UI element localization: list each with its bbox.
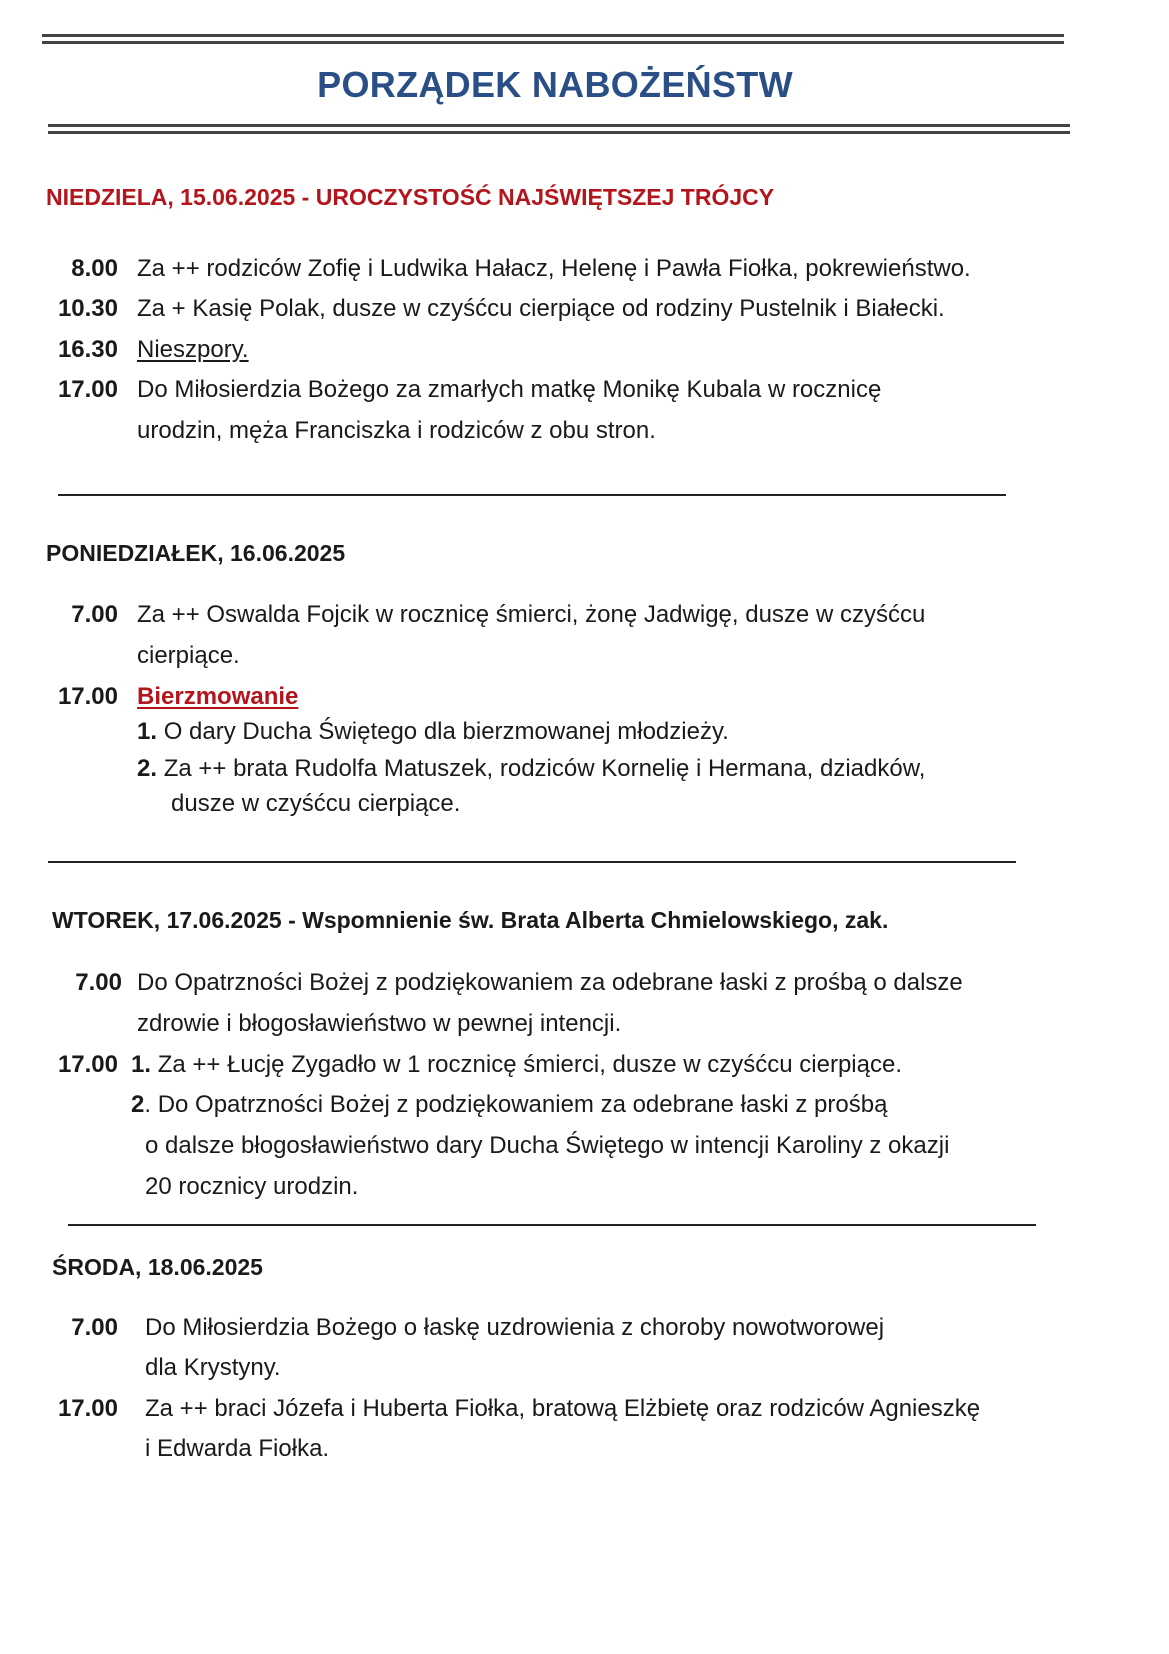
mass-intention: Do Miłosierdzia Bożego za zmarłych matkę Monikę Kubala w rocznicę xyxy=(137,376,882,403)
item-number: 1. xyxy=(131,1051,152,1078)
numbered-intention xyxy=(131,1051,902,1079)
intention-continued: 20 rocznicy urodzin. xyxy=(145,1173,359,1200)
numbered-intention xyxy=(137,718,729,746)
mass-time: 17.00 xyxy=(57,376,118,403)
mass-intention-continued: urodzin, męża Franciszka i rodziców z obu stron. xyxy=(137,417,656,444)
service-time: 16.30 xyxy=(57,336,118,363)
mass-time: 7.00 xyxy=(71,1314,118,1341)
item-number: 1. xyxy=(137,718,158,745)
section-divider xyxy=(58,494,1006,496)
intention-text: Za ++ Łucję Zygadło w 1 rocznicę śmierci, dusze w czyśćcu cierpiące. xyxy=(157,1051,902,1078)
mass-time: 17.00 xyxy=(57,1395,118,1422)
mass-intention: Za + Kasię Polak, dusze w czyśćcu cierpiące od rodziny Pustelnik i Białecki. xyxy=(137,295,945,322)
day-heading-sunday: NIEDZIELA, 15.06.2025 - UROCZYSTOŚĆ NAJŚWIĘTSZEJ TRÓJCY xyxy=(46,184,775,210)
intention-continued: o dalsze błogosławieństwo dary Ducha Świętego w intencji Karoliny z okazji xyxy=(145,1132,950,1159)
vespers-label: Nieszpory. xyxy=(137,336,249,363)
mass-time: 17.00 xyxy=(57,683,118,710)
mass-intention-continued: i Edwarda Fiołka. xyxy=(145,1435,330,1462)
mass-intention: Za ++ rodziców Zofię i Ludwika Hałacz, Helenę i Pawła Fiołka, pokrewieństwo. xyxy=(137,255,971,282)
intention-text: Za ++ brata Rudolfa Matuszek, rodziców Kornelię i Hermana, dziadków, xyxy=(163,755,926,782)
mass-time: 7.00 xyxy=(71,601,118,628)
mass-time: 7.00 xyxy=(75,969,122,996)
mass-time: 10.30 xyxy=(57,295,118,322)
numbered-intention xyxy=(137,755,925,783)
confirmation-label: Bierzmowanie xyxy=(137,683,299,710)
mass-intention-continued: cierpiące. xyxy=(137,642,240,669)
intention-text: . Do Opatrzności Bożej z podziękowaniem za odebrane łaski z prośbą xyxy=(144,1091,888,1118)
mass-intention-continued: dla Krystyny. xyxy=(145,1354,281,1381)
top-double-rule xyxy=(42,34,1064,37)
section-divider xyxy=(68,1224,1036,1226)
item-number: 2. xyxy=(137,755,158,782)
mass-time: 8.00 xyxy=(71,255,118,282)
day-heading-wednesday: ŚRODA, 18.06.2025 xyxy=(52,1254,263,1280)
mass-time: 17.00 xyxy=(57,1051,118,1078)
day-heading-monday: PONIEDZIAŁEK, 16.06.2025 xyxy=(46,540,346,566)
title-double-rule xyxy=(48,124,1070,127)
intention-continued: dusze w czyśćcu cierpiące. xyxy=(171,790,461,817)
mass-intention-continued: zdrowie i błogosławieństwo w pewnej intencji. xyxy=(137,1010,622,1037)
mass-intention: Za ++ braci Józefa i Huberta Fiołka, bratową Elżbietę oraz rodziców Agnieszkę xyxy=(145,1395,981,1422)
day-heading-tuesday: WTOREK, 17.06.2025 - Wspomnienie św. Brata Alberta Chmielowskiego, zak. xyxy=(52,907,889,933)
mass-intention: Do Opatrzności Bożej z podziękowaniem za odebrane łaski z prośbą o dalsze xyxy=(137,969,963,996)
intention-text: O dary Ducha Świętego dla bierzmowanej młodzieży. xyxy=(163,718,729,745)
mass-intention: Do Miłosierdzia Bożego o łaskę uzdrowienia z choroby nowotworowej xyxy=(145,1314,885,1341)
item-number: 2 xyxy=(131,1091,145,1118)
page-title: PORZĄDEK NABOŻEŃSTW xyxy=(317,64,793,105)
mass-intention: Za ++ Oswalda Fojcik w rocznicę śmierci, żonę Jadwigę, dusze w czyśćcu xyxy=(137,601,926,628)
section-divider xyxy=(48,861,1016,863)
numbered-intention xyxy=(131,1091,887,1119)
